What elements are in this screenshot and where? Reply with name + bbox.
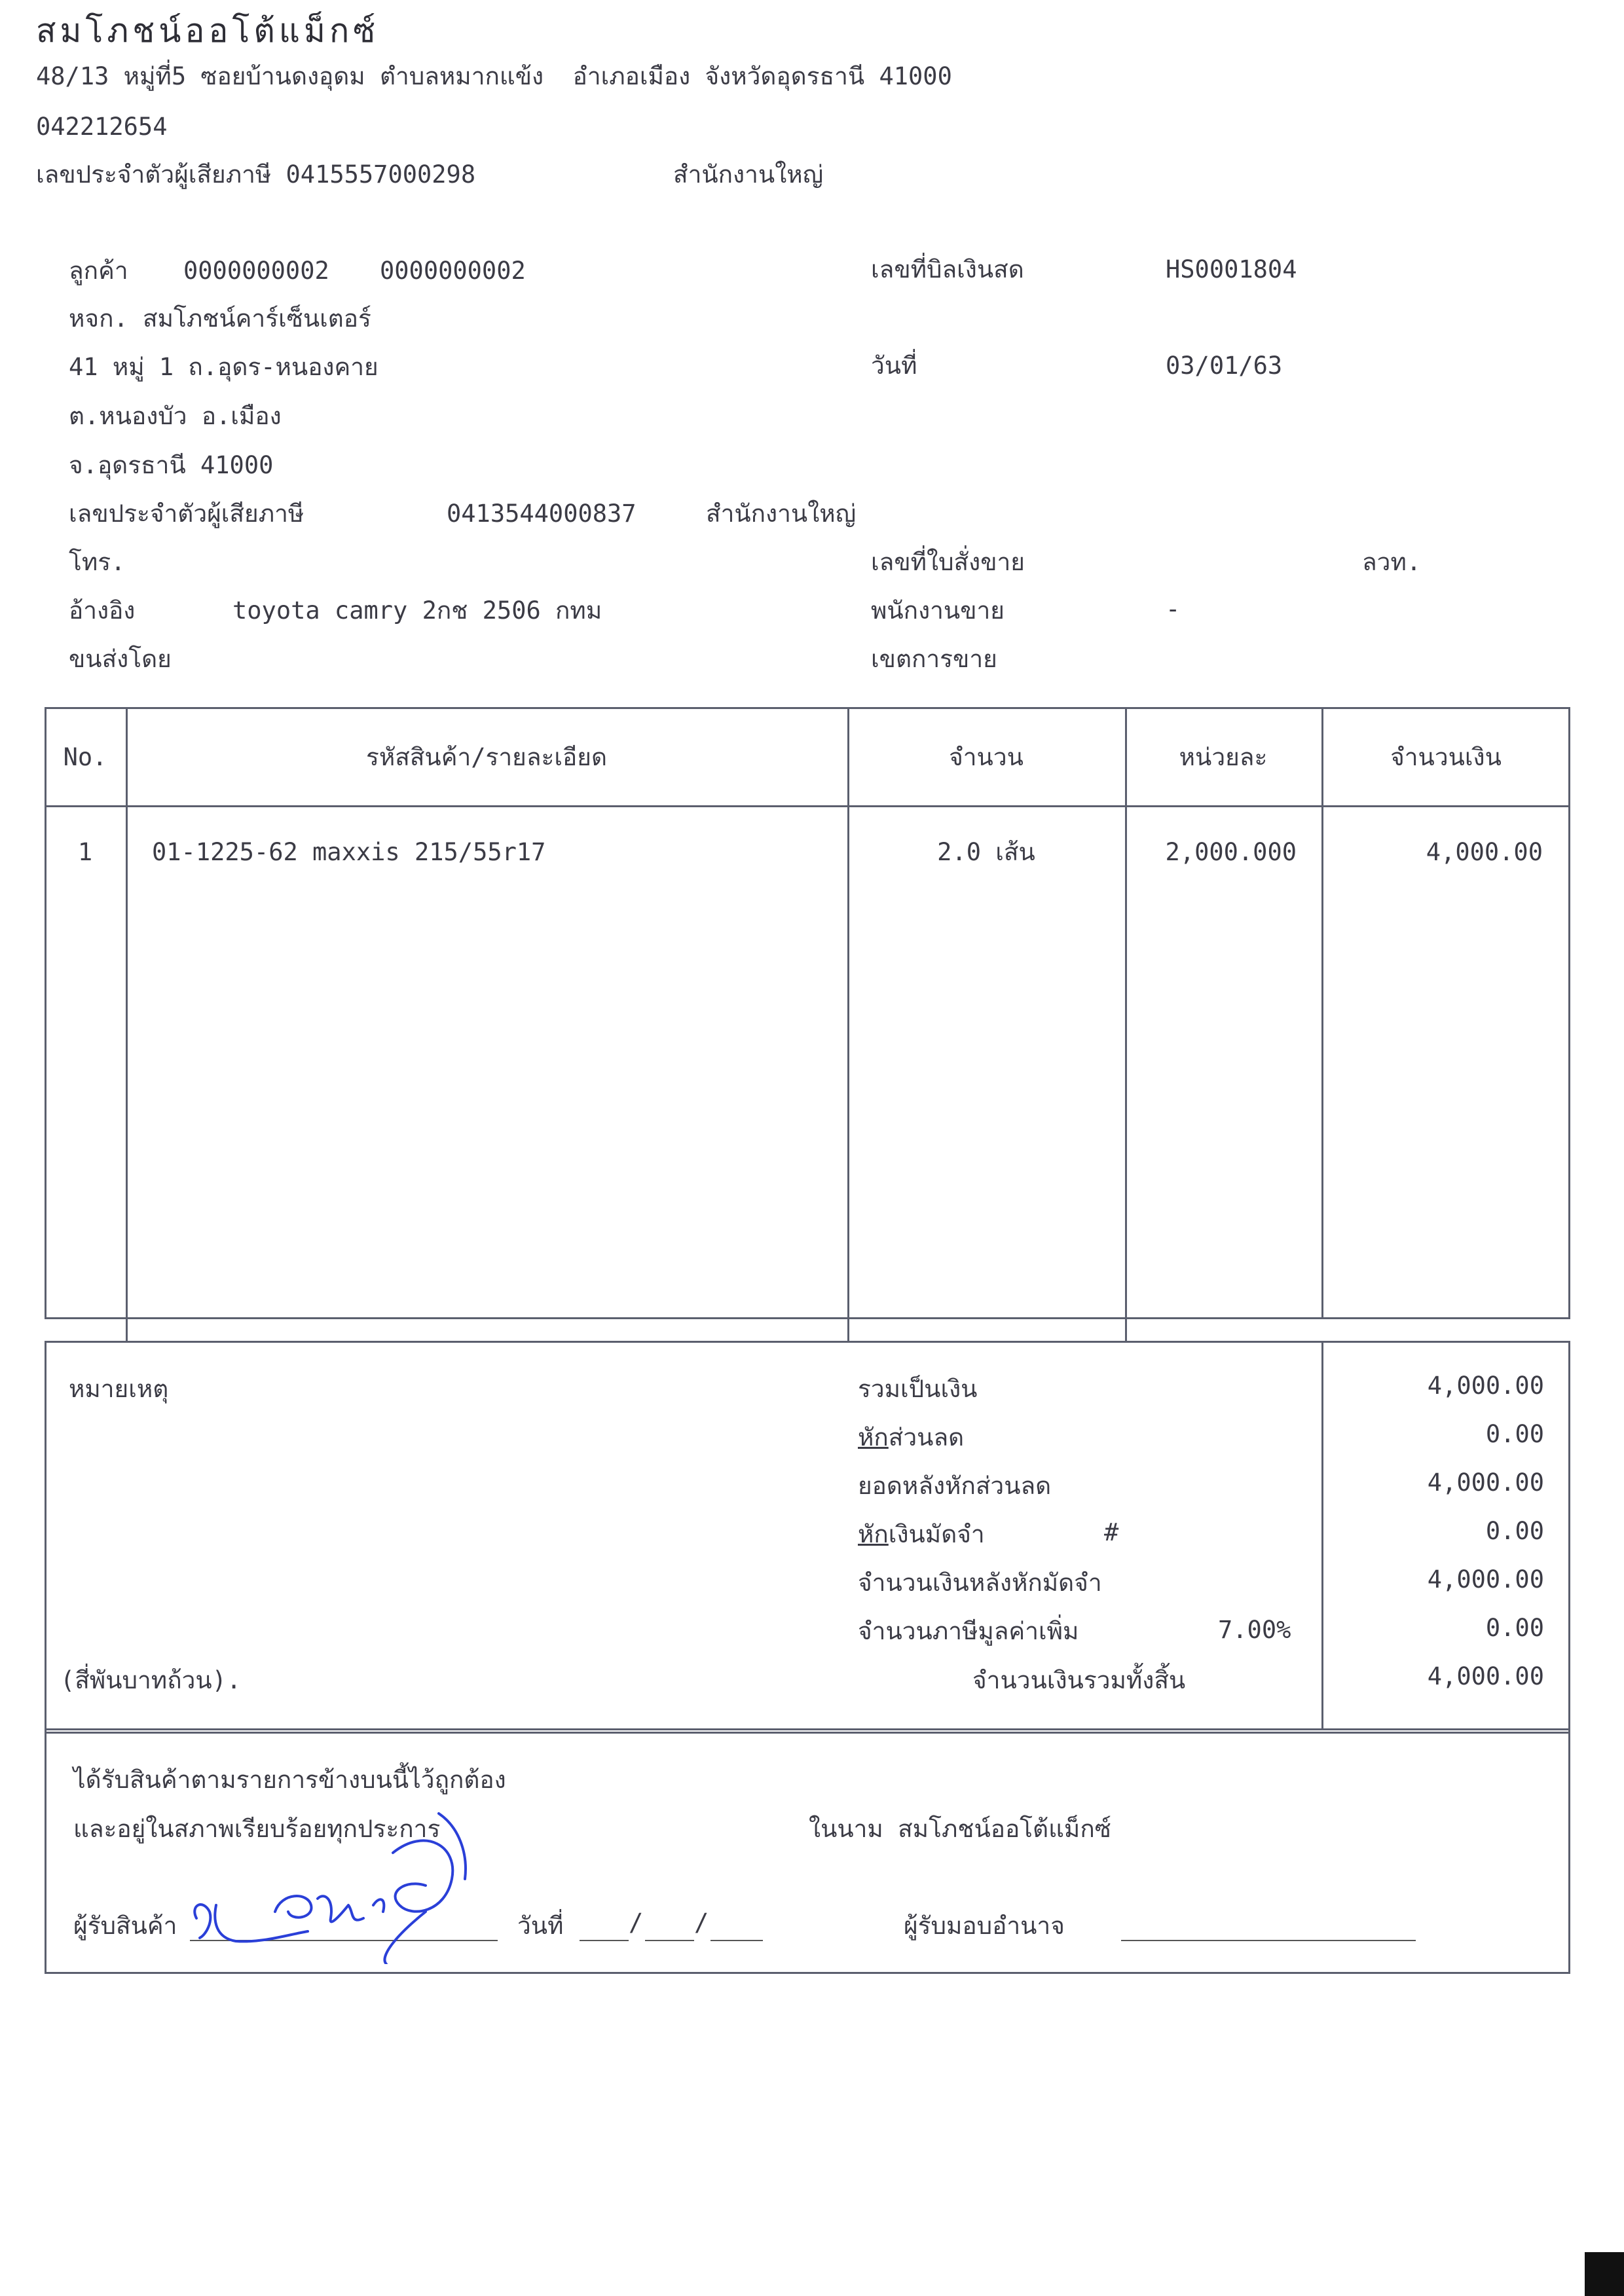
discount-value: 0.00 xyxy=(1485,1420,1544,1448)
bill-no: HS0001804 xyxy=(1166,255,1297,283)
col-header-unit: หน่วยละ xyxy=(1179,743,1268,771)
receive-date-label: วันที่ xyxy=(517,1912,564,1940)
col-header-desc: รหัสสินค้า/รายละเอียด xyxy=(366,743,607,771)
handwritten-signature xyxy=(177,1807,517,1964)
items-table xyxy=(45,707,1570,1319)
bill-no-label: เลขที่บิลเงินสด xyxy=(871,255,1024,283)
grand-total-label: จำนวนเงินรวมทั้งสิ้น xyxy=(972,1666,1186,1694)
customer-address-3: จ.อุดรธานี 41000 xyxy=(69,451,274,479)
customer-phone-label: โทร. xyxy=(69,548,126,576)
reference-label: อ้างอิง xyxy=(69,596,136,625)
order-no-label: เลขที่ใบสั่งขาย xyxy=(871,548,1025,576)
salesperson-value: - xyxy=(1166,595,1181,623)
subtotal-value: 4,000.00 xyxy=(1427,1372,1544,1400)
date-slash: / xyxy=(694,1908,709,1937)
customer-tax-id: 0413544000837 xyxy=(447,500,637,528)
authorized-label: ผู้รับมอบอำนาจ xyxy=(904,1912,1065,1940)
col-header-no: No. xyxy=(63,743,107,771)
reference-value: toyota camry 2กช 2506 กทม xyxy=(232,596,602,625)
company-name: สมโภชน์ออโต้แม็กซ์ xyxy=(36,12,380,50)
customer-branch: สำนักงานใหญ่ xyxy=(706,500,857,528)
discount-label-suffix: ส่วนลด xyxy=(888,1423,965,1451)
date-month-blank xyxy=(645,1940,694,1941)
date-year-blank xyxy=(710,1940,763,1941)
date-day-blank xyxy=(580,1940,629,1941)
col-divider xyxy=(126,707,128,1342)
vat-rate: 7.00% xyxy=(1218,1616,1291,1644)
header-divider xyxy=(45,805,1570,807)
authorized-signature-line xyxy=(1121,1940,1416,1941)
customer-name: หจก. สมโภชน์คาร์เซ็นเตอร์ xyxy=(69,304,371,333)
customer-address-2: ต.หนองบัว อ.เมือง xyxy=(69,402,282,430)
amount-in-words: (สี่พันบาทถ้วน). xyxy=(60,1666,242,1694)
received-line-2: และอยู่ในสภาพเรียบร้อยทุกประการ xyxy=(73,1815,441,1843)
customer-code-2: 0000000002 xyxy=(380,257,526,285)
col-divider xyxy=(1321,707,1323,1319)
company-tax-id: เลขประจำตัวผู้เสียภาษี 0415557000298 xyxy=(36,160,476,189)
vat-value: 0.00 xyxy=(1485,1614,1544,1642)
deposit-label xyxy=(858,1522,985,1546)
after-deposit-value: 4,000.00 xyxy=(1427,1565,1544,1594)
row-qty: 2.0 เส้น xyxy=(937,838,1035,866)
grand-total-value: 4,000.00 xyxy=(1427,1662,1544,1690)
after-discount-label: ยอดหลังหักส่วนลด xyxy=(858,1472,1052,1500)
col-header-qty: จำนวน xyxy=(949,743,1024,771)
after-discount-value: 4,000.00 xyxy=(1427,1468,1544,1497)
company-address: 48/13 หมู่ที่5 ซอยบ้านดงอุดม ตำบลหมากแข้ง อำเภอเมือง จังหวัดอุดรธานี 41000 xyxy=(36,62,952,90)
customer-address-1: 41 หมู่ 1 ถ.อุดร-หนองคาย xyxy=(69,353,378,381)
order-no-value: ลวท. xyxy=(1362,548,1422,576)
sales-area-label: เขตการขาย xyxy=(871,645,997,673)
received-line-1: ได้รับสินค้าตามรายการข้างบนนี้ไว้ถูกต้อง xyxy=(73,1766,506,1794)
customer-code-1: 0000000002 xyxy=(183,257,329,285)
customer-label: ลูกค้า xyxy=(69,257,128,285)
discount-label xyxy=(858,1425,964,1449)
deposit-label-prefix: หัก xyxy=(858,1520,889,1548)
deposit-label-suffix: เงินมัดจำ xyxy=(888,1520,985,1548)
col-header-amount: จำนวนเงิน xyxy=(1390,743,1502,771)
customer-tax-label: เลขประจำตัวผู้เสียภาษี xyxy=(69,500,304,528)
row-amount: 4,000.00 xyxy=(1426,838,1543,866)
deposit-mark: # xyxy=(1104,1518,1119,1546)
discount-label-prefix: หัก xyxy=(858,1423,889,1451)
col-divider xyxy=(847,707,849,1342)
deposit-value: 0.00 xyxy=(1485,1517,1544,1545)
date-slash: / xyxy=(629,1908,644,1937)
date-label: วันที่ xyxy=(871,352,917,380)
shipping-label: ขนส่งโดย xyxy=(69,645,172,673)
invoice-date: 03/01/63 xyxy=(1166,352,1283,380)
row-no: 1 xyxy=(77,838,93,866)
company-phone: 042212654 xyxy=(36,113,168,141)
after-deposit-label: จำนวนเงินหลังหักมัดจำ xyxy=(858,1569,1102,1597)
receiver-label: ผู้รับสินค้า xyxy=(73,1912,177,1940)
col-divider xyxy=(1125,707,1127,1342)
on-behalf-text: ในนาม สมโภชน์ออโต้แม็กซ์ xyxy=(809,1815,1111,1843)
vat-label: จำนวนภาษีมูลค่าเพิ่ม xyxy=(858,1617,1079,1645)
subtotal-label: รวมเป็นเงิน xyxy=(858,1375,978,1403)
salesperson-label: พนักงานขาย xyxy=(871,596,1005,625)
row-desc: 01-1225-62 maxxis 215/55r17 xyxy=(152,838,546,866)
row-unit-price: 2,000.000 xyxy=(1165,838,1297,866)
company-branch: สำนักงานใหญ่ xyxy=(673,160,824,189)
remark-label: หมายเหตุ xyxy=(69,1375,169,1403)
scan-edge xyxy=(1585,2252,1624,2296)
